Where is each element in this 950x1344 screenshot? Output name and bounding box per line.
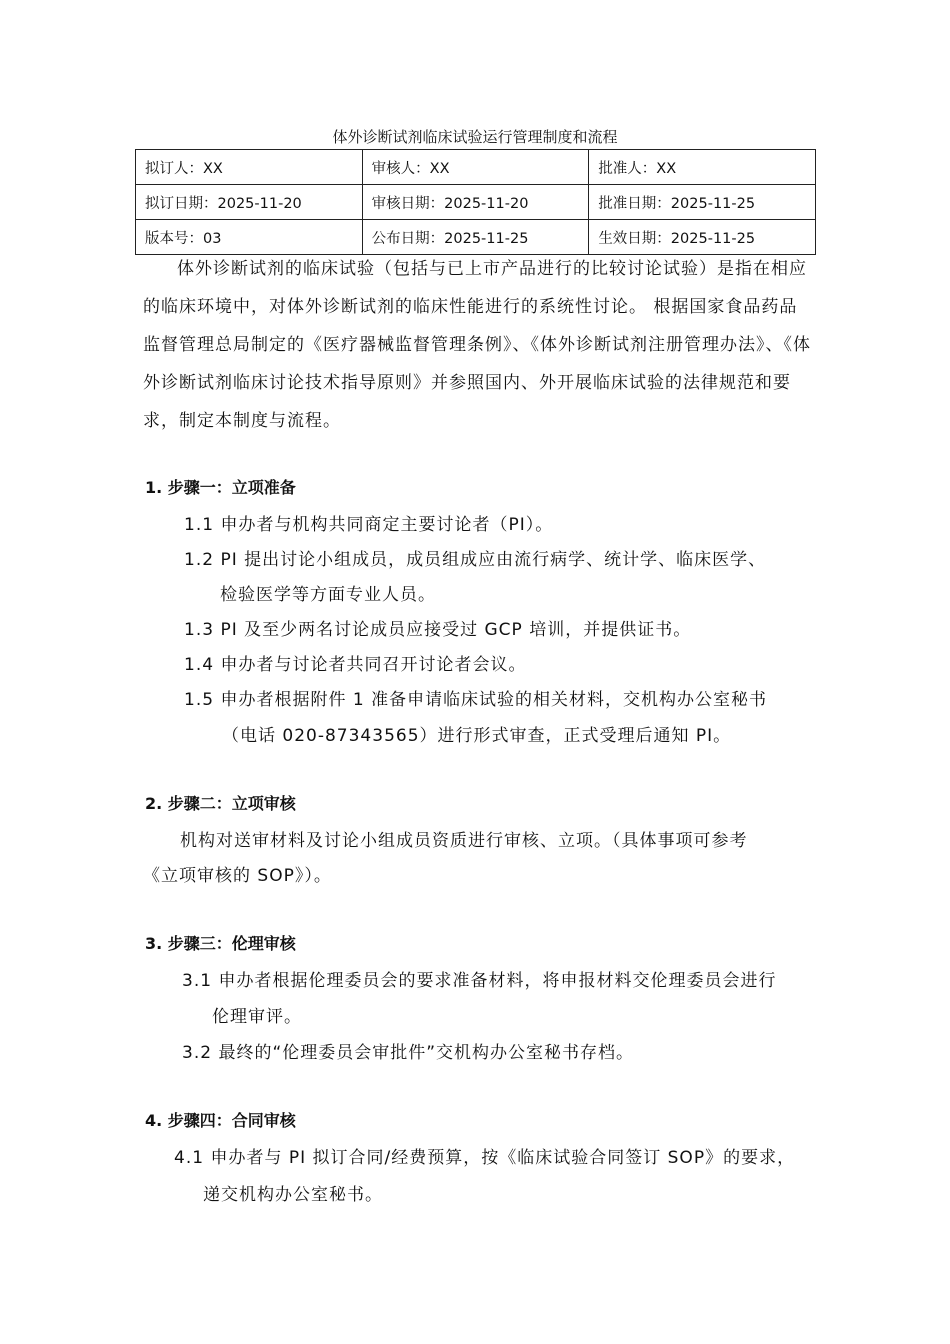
list-item: 3.2 最终的“伦理委员会审批件”交机构办公室秘书存档。 (182, 1043, 635, 1063)
table-row (136, 150, 816, 185)
list-item-continuation: 递交机构办公室秘书。 (203, 1185, 383, 1205)
effective-date-cell: 生效日期：2025-11-25 (589, 220, 816, 255)
list-item: 1.2 PI 提出讨论小组成员，成员组成应由流行病学、统计学、临床医学、 (184, 550, 767, 570)
list-item-continuation: 检验医学等方面专业人员。 (220, 585, 436, 605)
section-4-heading: 4. 步骤四：合同审核 (145, 1111, 296, 1130)
section-2-text: 《立项审核的 SOP》）。 (143, 866, 332, 886)
reviewer-cell: 审核人：XX (362, 150, 589, 185)
list-item-continuation: 伦理审评。 (212, 1007, 302, 1027)
approval-info-table (135, 149, 816, 255)
version-cell: 版本号：03 (136, 220, 363, 255)
list-item: 1.4 申办者与讨论者共同召开讨论者会议。 (184, 655, 527, 675)
section-3-heading: 3. 步骤三：伦理审核 (145, 934, 296, 953)
list-item: 3.1 申办者根据伦理委员会的要求准备材料，将申报材料交伦理委员会进行 (182, 971, 777, 991)
list-item: 1.3 PI 及至少两名讨论成员应接受过 GCP 培训，并提供证书。 (184, 620, 692, 640)
approver-cell: 批准人：XX (589, 150, 816, 185)
table-row (136, 185, 816, 220)
approval-date-cell: 批准日期：2025-11-25 (589, 185, 816, 220)
section-1-heading: 1. 步骤一：立项准备 (145, 478, 296, 497)
review-date-cell: 审核日期：2025-11-20 (362, 185, 589, 220)
document-title: 体外诊断试剂临床试验运行管理制度和流程 (332, 128, 618, 146)
section-2-text: 机构对送审材料及讨论小组成员资质进行审核、立项。（具体事项可参考 (180, 831, 748, 851)
list-item-continuation: （电话 020-87343565）进行形式审查，正式受理后通知 PI。 (222, 726, 732, 746)
list-item: 1.1 申办者与机构共同商定主要讨论者（PI）。 (184, 515, 554, 535)
publish-date-cell: 公布日期：2025-11-25 (362, 220, 589, 255)
drafter-cell: 拟订人：XX (136, 150, 363, 185)
draft-date-cell: 拟订日期：2025-11-20 (136, 185, 363, 220)
list-item: 1.5 申办者根据附件 1 准备申请临床试验的相关材料，交机构办公室秘书 (184, 690, 768, 710)
intro-paragraph: 体外诊断试剂的临床试验（包括与已上市产品进行的比较讨论试验）是指在相应的临床环境中，对体外诊断试剂的临床性能进行的系统性讨论。 根据国家食品药品监督管理总局制定的《医疗器械监督管理条例》、《体外诊断试剂注册管理办法》、《体外诊断试剂临床讨论技术指导原则》并参照国内、外开展临床试验的法律规范和要求，制定本制度与流程。 (143, 259, 811, 431)
list-item: 4.1 申办者与 PI 拟订合同/经费预算，按《临床试验合同签订 SOP》的要求， (174, 1148, 796, 1168)
section-2-heading: 2. 步骤二：立项审核 (145, 794, 296, 813)
